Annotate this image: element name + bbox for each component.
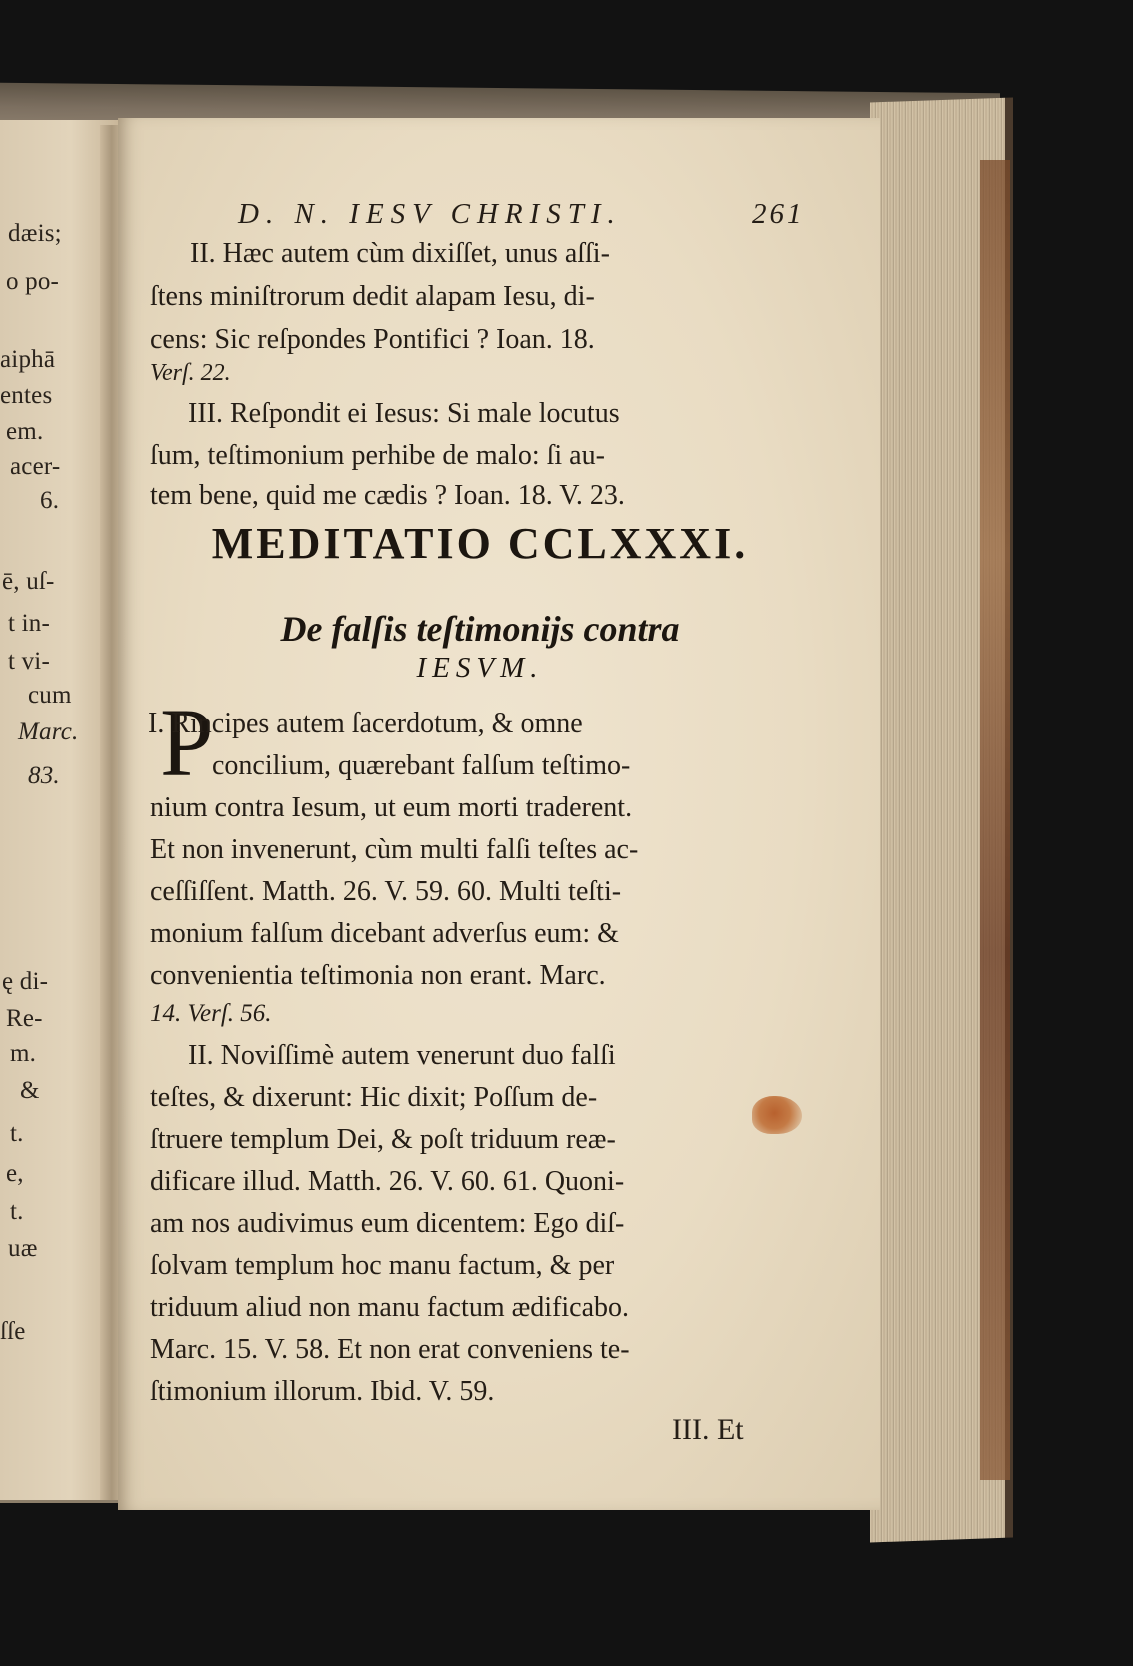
left-page-fragment: & xyxy=(20,1077,40,1104)
text-line: am nos audivimus eum dicentem: Ego diſ- xyxy=(150,1208,625,1239)
left-page-fragment: Re- xyxy=(6,1005,43,1032)
left-page-fragment: uæ xyxy=(8,1235,38,1262)
left-page-fragment: 6. xyxy=(40,487,60,514)
left-page-fragment: dæis; xyxy=(8,220,62,247)
left-page-fragment: t in- xyxy=(8,610,50,637)
catchword: III. Et xyxy=(672,1413,744,1446)
text-line: convenientia teſtimonia non erant. Marc. xyxy=(150,960,606,991)
text-line: 14. Verſ. 56. xyxy=(150,1000,272,1027)
left-page-fragment: m. xyxy=(10,1040,37,1067)
drop-cap: P xyxy=(160,689,214,796)
fore-edge-stain xyxy=(980,160,1010,1480)
left-page-fragment: 83. xyxy=(28,762,60,789)
text-line: Verſ. 22. xyxy=(150,360,231,386)
text-line: triduum aliud non manu factum ædificabo. xyxy=(150,1292,630,1323)
left-page-fragment: cum xyxy=(28,682,72,709)
text-line: cens: Sic reſpondes Pontifici ? Ioan. 18. xyxy=(150,324,595,355)
left-page-fragment: aiphā xyxy=(0,346,56,373)
text-line: ſolvam templum hoc manu factum, & per xyxy=(150,1250,615,1281)
running-head-title: D. N. IESV CHRISTI. xyxy=(238,198,622,230)
text-line: monium falſum dicebant adverſus eum: & xyxy=(150,918,619,949)
text-line: concilium, quærebant falſum teſtimo- xyxy=(212,750,631,781)
left-page-fragment: t. xyxy=(10,1120,24,1147)
left-page-fragment: ę di- xyxy=(2,968,49,995)
meditation-subheading: De falſis teſtimonijs contra xyxy=(280,609,680,649)
text-line: II. Noviſſimè autem venerunt duo falſi xyxy=(188,1040,616,1071)
left-page-fragment: Marc. xyxy=(18,718,79,745)
text-line: Et non invenerunt, cùm multi falſi teſtes ac- xyxy=(150,834,639,865)
text-line: tem bene, quid me cædis ? Ioan. 18. V. 23. xyxy=(150,480,625,511)
left-page-fragment: t. xyxy=(10,1198,24,1225)
left-page-fragment: e, xyxy=(6,1160,24,1187)
left-page-fragment: em. xyxy=(6,418,44,445)
left-page-fragment: ſſe xyxy=(0,1318,26,1345)
meditation-heading: MEDITATIO CCLXXXI. xyxy=(211,519,749,568)
text-line: ſtruere templum Dei, & poſt triduum reæ- xyxy=(150,1124,616,1155)
text-line: III. Reſpondit ei Iesus: Si male locutus xyxy=(188,398,620,429)
text-line: ſtimonium illorum. Ibid. V. 59. xyxy=(150,1376,495,1407)
left-page-fragment: entes xyxy=(0,382,53,409)
text-line: ceſſiſſent. Matth. 26. V. 59. 60. Multi teſti- xyxy=(150,876,622,907)
text-line: Marc. 15. V. 58. Et non erat conveniens te- xyxy=(150,1334,630,1365)
text-line: teſtes, & dixerunt: Hic dixit; Poſſum de- xyxy=(150,1082,598,1113)
left-page-fragment: t vi- xyxy=(8,648,50,675)
rust-stain xyxy=(752,1096,802,1134)
text-line: II. Hæc autem cùm dixiſſet, unus aſſi- xyxy=(190,238,610,269)
text-line: dificare illud. Matth. 26. V. 60. 61. Quoni- xyxy=(150,1166,625,1197)
left-page-fragment: o po- xyxy=(6,268,60,295)
text-line: ſtens miniſtrorum dedit alapam Iesu, di- xyxy=(150,281,595,312)
page-number: 261 xyxy=(752,198,805,230)
text-line: I. Rincipes autem ſacerdotum, & omne xyxy=(148,708,583,739)
left-page-fragment: ē, uſ- xyxy=(2,568,55,595)
left-page-fragment: acer- xyxy=(10,453,61,480)
text-line: ſum, teſtimonium perhibe de malo: ſi au- xyxy=(150,440,605,471)
meditation-subheading-name: IESVM. xyxy=(416,652,544,684)
text-line: nium contra Iesum, ut eum morti traderent. xyxy=(150,792,633,823)
